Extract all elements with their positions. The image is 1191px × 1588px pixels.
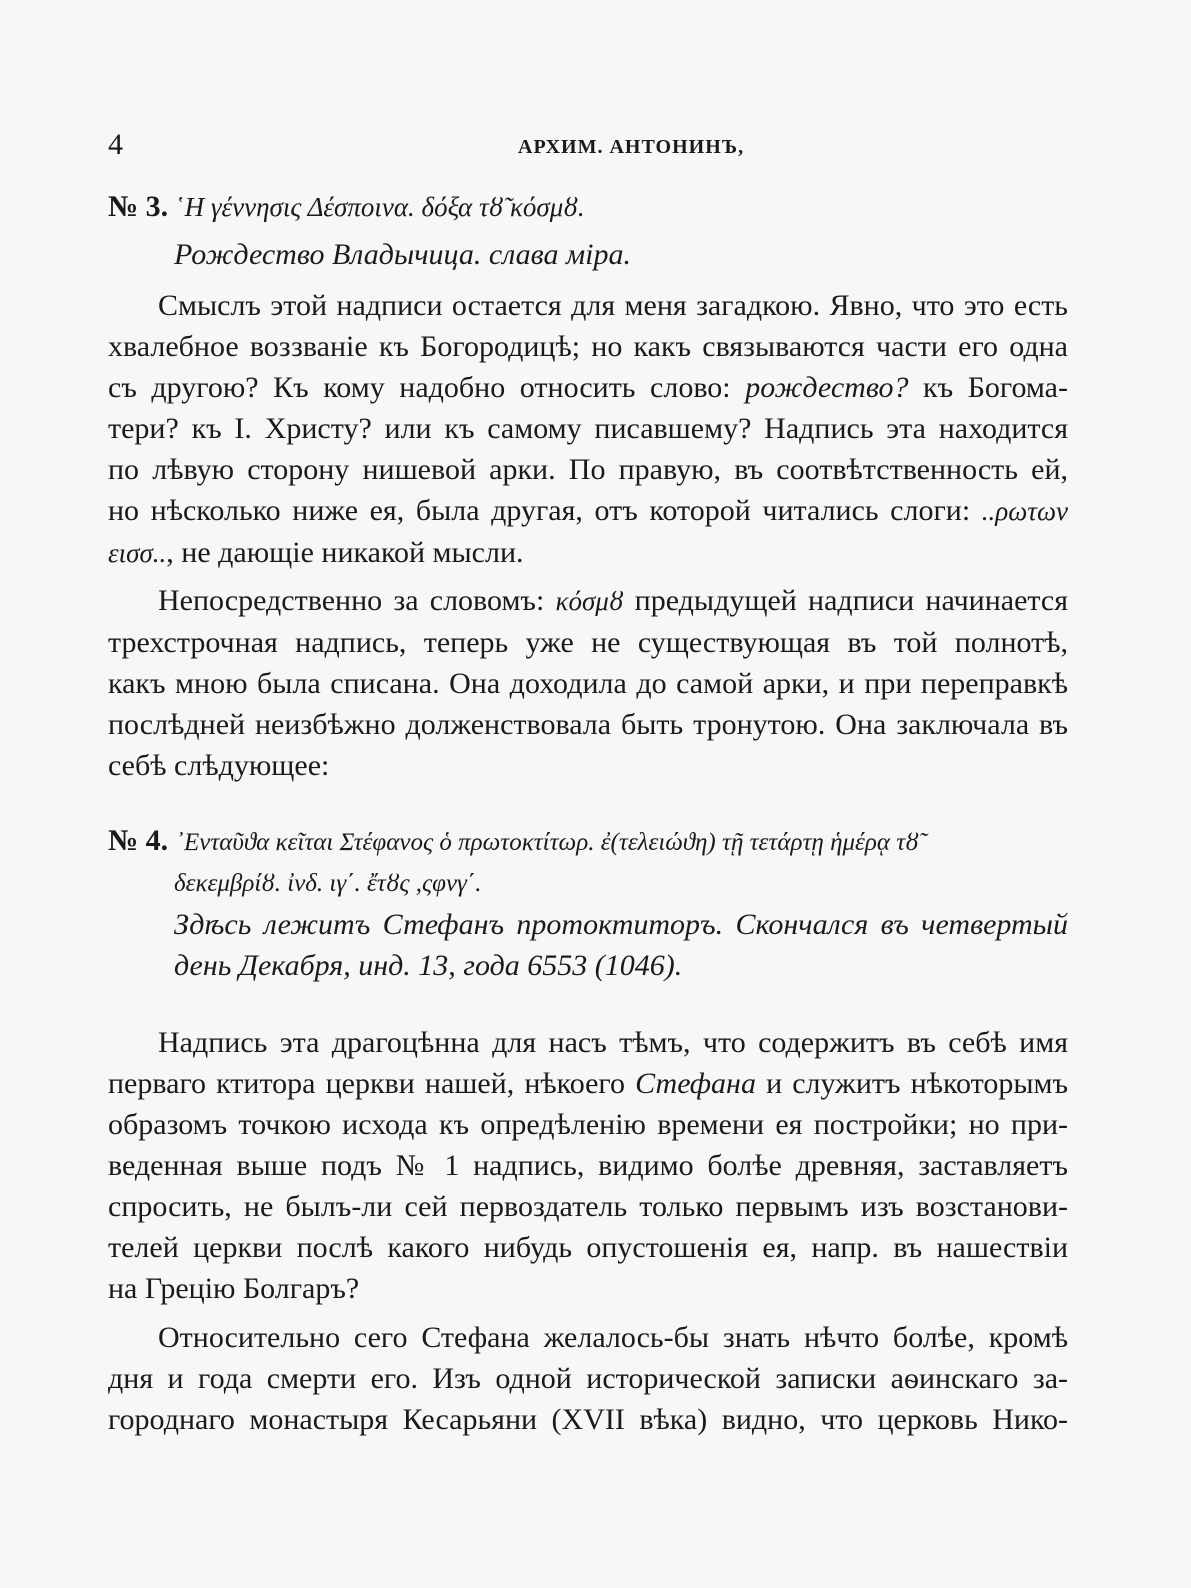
text-segment: къ Богома-: [908, 371, 1068, 404]
paragraph-line: [108, 490, 1068, 532]
inscription-4-translation-line: день Декабря, инд. 13, года 6553 (1046).: [174, 949, 683, 982]
paragraph-line: хвалебное воззваніе къ Богородицѣ; но какъ связываются части его одна: [108, 330, 1068, 363]
paragraph-line: Смыслъ этой надписи остается для меня загадкою. Явно, что это есть: [158, 289, 1068, 322]
inscription-3: [108, 186, 1068, 275]
paragraph-line: образомъ точкою исхода къ опредѣленію времени ея постройки; но при-: [108, 1108, 1068, 1141]
inscription-3-translation: Рождество Владычица. слава міра.: [174, 238, 631, 271]
paragraph-1: [108, 285, 1068, 574]
paragraph-line: городнаго монастыря Кесарьяни (XVII вѣка) видно, что церковь Нико-: [108, 1403, 1068, 1436]
running-title: АРХИМ. АНТОНИНЪ,: [518, 136, 745, 158]
inscription-4-greek-line: δεκεμβρίȣ. ἰνδ. ιγ΄. ἔτȣς ,ςφνγ΄.: [174, 870, 482, 897]
greek-word: κόσμȣ: [555, 586, 624, 616]
inscription-4-translation-line: Здѣсь лежитъ Стефанъ протоктиторъ. Скончался въ четвертый: [174, 908, 1068, 941]
paragraph-line: Относительно сего Стефана желалось-бы знать нѣчто болѣе, кромѣ: [158, 1321, 1068, 1354]
greek-fragment: εισσ..: [108, 538, 167, 568]
inscription-4-greek-line: ᾿Ενταῦϑα κεῖται Στέφανος ὁ πρωτοκτίτωρ. ἐ(τελειώϑη) τῇ τετάρτῃ ἡμέρᾳ τȣ̃: [175, 829, 919, 856]
paragraph-line: трехстрочная надпись, теперь уже не существующая въ той полнотѣ,: [108, 626, 1068, 659]
page-header: [108, 128, 1068, 168]
paragraph-line: [108, 367, 1068, 408]
paragraph-line: телей церкви послѣ какого нибудь опустошенія ея, напр. въ нашествіи: [108, 1231, 1068, 1264]
text-segment: но нѣсколько ниже ея, была другая, отъ которой читались слоги:: [108, 494, 982, 527]
paragraph-3: [108, 1022, 1068, 1309]
paragraph-line: по лѣвую сторону нишевой арки. По правую, въ соотвѣтственность ей,: [108, 453, 1068, 486]
paragraph-4: [108, 1317, 1068, 1440]
inscription-4-label: № 4.: [108, 824, 169, 857]
text-segment: Непосредственно за словомъ:: [158, 584, 556, 617]
paragraph-line: [108, 1063, 1068, 1104]
paragraph-line: [108, 532, 1068, 574]
paragraph-line: веденная выше подъ № 1 надпись, видимо болѣе древняя, заставляетъ: [108, 1149, 1068, 1182]
inscription-3-greek: ῾Η γέννησις Δέσποινα. δόξα τȣ̃ κόσμȣ.: [175, 192, 585, 222]
paragraph-line: Надпись эта драгоцѣнна для насъ тѣмъ, что содержитъ въ себѣ имя: [158, 1026, 1068, 1059]
text-segment: , не дающіе никакой мысли.: [166, 536, 524, 569]
page-number: 4: [108, 128, 123, 161]
text-segment: предыдущей надписи начинается: [623, 584, 1068, 617]
paragraph-line: тери? къ І. Христу? или къ самому писавшему? Надпись эта находится: [108, 412, 1068, 445]
paragraph-line: себѣ слѣдующее:: [108, 749, 330, 782]
paragraph-2: [108, 580, 1068, 786]
paragraph-line: спросить, не былъ-ли сей первоздатель только первымъ изъ возстанови-: [108, 1190, 1068, 1223]
greek-fragment: ..ρωτων: [981, 496, 1068, 526]
paragraph-line: послѣдней неизбѣжно долженствовала быть тронутою. Она заключала въ: [108, 708, 1068, 741]
paragraph-line: дня и года смерти его. Изъ одной исторической записки аѳинскаго за-: [108, 1362, 1068, 1395]
italic-name: Стефана: [635, 1067, 756, 1100]
inscription-3-label: № 3.: [108, 190, 169, 223]
text-segment: съ другою? Къ кому надобно относить слово:: [108, 371, 746, 404]
inscription-4: [108, 820, 1068, 986]
paragraph-line: [108, 580, 1068, 622]
paragraph-line: какъ мною была списана. Она доходила до самой арки, и при переправкѣ: [108, 667, 1068, 700]
paragraph-line: на Грецію Болгаръ?: [108, 1272, 360, 1305]
text-segment: и служитъ нѣкоторымъ: [755, 1067, 1069, 1100]
text-segment: перваго ктитора церкви нашей, нѣкоего: [108, 1067, 636, 1100]
italic-word: рождество?: [745, 371, 909, 404]
